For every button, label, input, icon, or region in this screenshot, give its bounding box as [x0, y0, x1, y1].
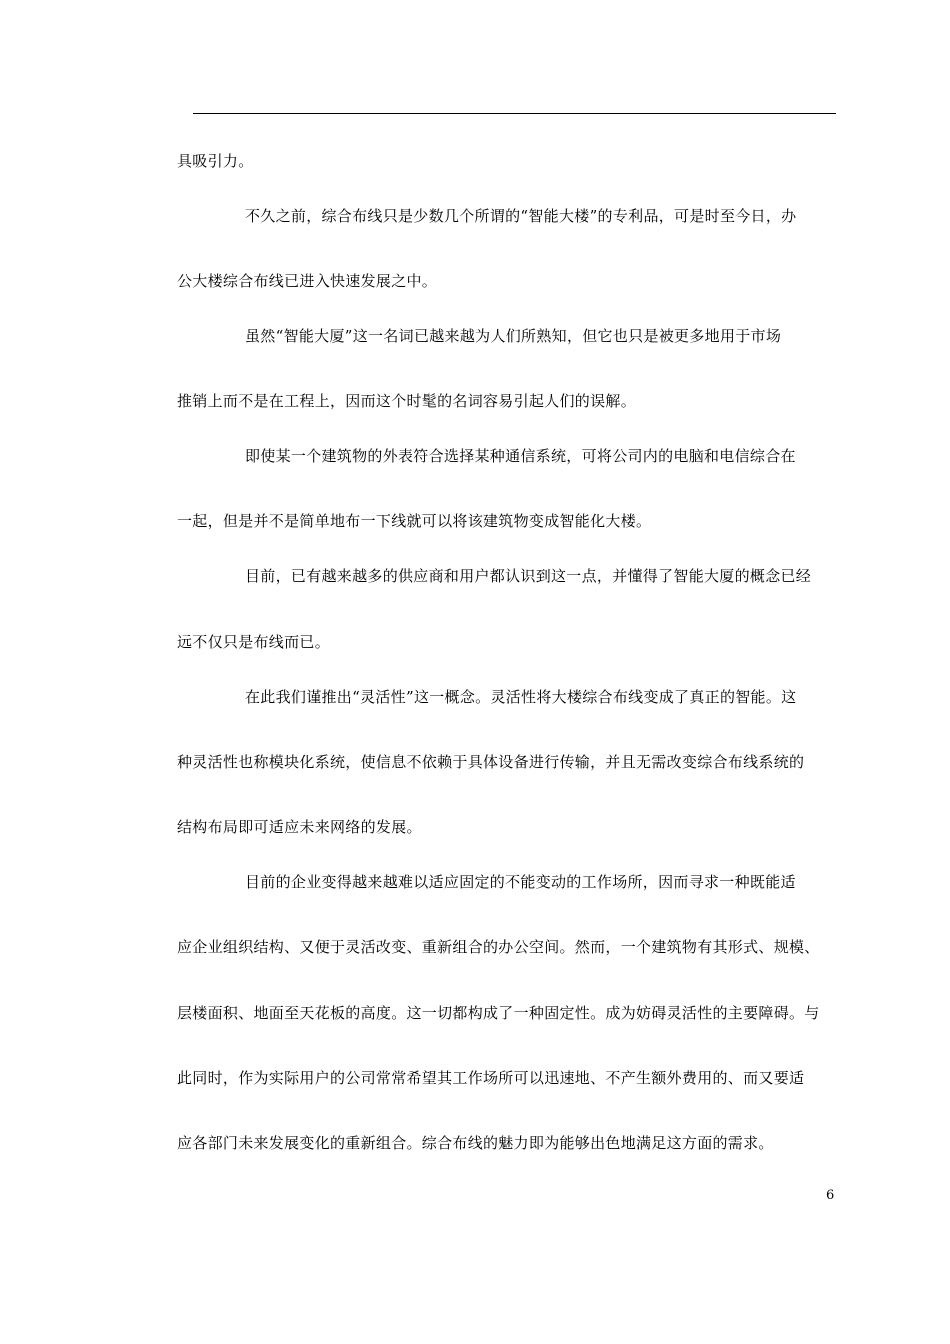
- text-line: 在此我们谨推出“灵活性”这一概念。灵活性将大楼综合布线变成了真正的智能。这: [245, 688, 797, 706]
- header-rule: [193, 113, 836, 114]
- text-line: 目前，已有越来越多的供应商和用户都认识到这一点，并懂得了智能大厦的概念已经: [245, 567, 812, 585]
- text-line: 推销上而不是在工程上，因而这个时髦的名词容易引起人们的误解。: [177, 392, 637, 410]
- text-line: 不久之前，综合布线只是少数几个所谓的“智能大楼”的专利品，可是时至今日，办: [245, 207, 797, 225]
- text-line: 种灵活性也称模块化系统，使信息不依赖于具体设备进行传输，并且无需改变综合布线系统的: [177, 753, 805, 771]
- text-line: 结构布局即可适应未来网络的发展。: [177, 818, 422, 836]
- text-line: 一起，但是并不是简单地布一下线就可以将该建筑物变成智能化大楼。: [177, 512, 652, 530]
- text-line: 应各部门未来发展变化的重新组合。综合布线的魅力即为能够出色地满足这方面的需求。: [177, 1134, 774, 1152]
- text-line: 具吸引力。: [177, 152, 254, 170]
- text-line: 公大楼综合布线已进入快速发展之中。: [177, 272, 438, 290]
- text-line: 应企业组织结构、又便于灵活改变、重新组合的办公空间。然而，一个建筑物有其形式、规模、: [177, 938, 820, 956]
- text-line: 虽然“智能大厦”这一名词已越来越为人们所熟知，但它也只是被更多地用于市场: [245, 327, 782, 345]
- text-line: 远不仅只是布线而已。: [177, 633, 331, 651]
- page-number: 6: [826, 1188, 835, 1203]
- text-line: 此同时，作为实际用户的公司常常希望其工作场所可以迅速地、不产生额外费用的、而又要适: [177, 1069, 805, 1087]
- text-line: 目前的企业变得越来越难以适应固定的不能变动的工作场所，因而寻求一种既能适: [245, 873, 796, 891]
- text-line: 层楼面积、地面至天花板的高度。这一切都构成了一种固定性。成为妨碍灵活性的主要障碍。与: [177, 1004, 820, 1022]
- text-line: 即使某一个建筑物的外表符合选择某种通信系统，可将公司内的电脑和电信综合在: [245, 447, 796, 465]
